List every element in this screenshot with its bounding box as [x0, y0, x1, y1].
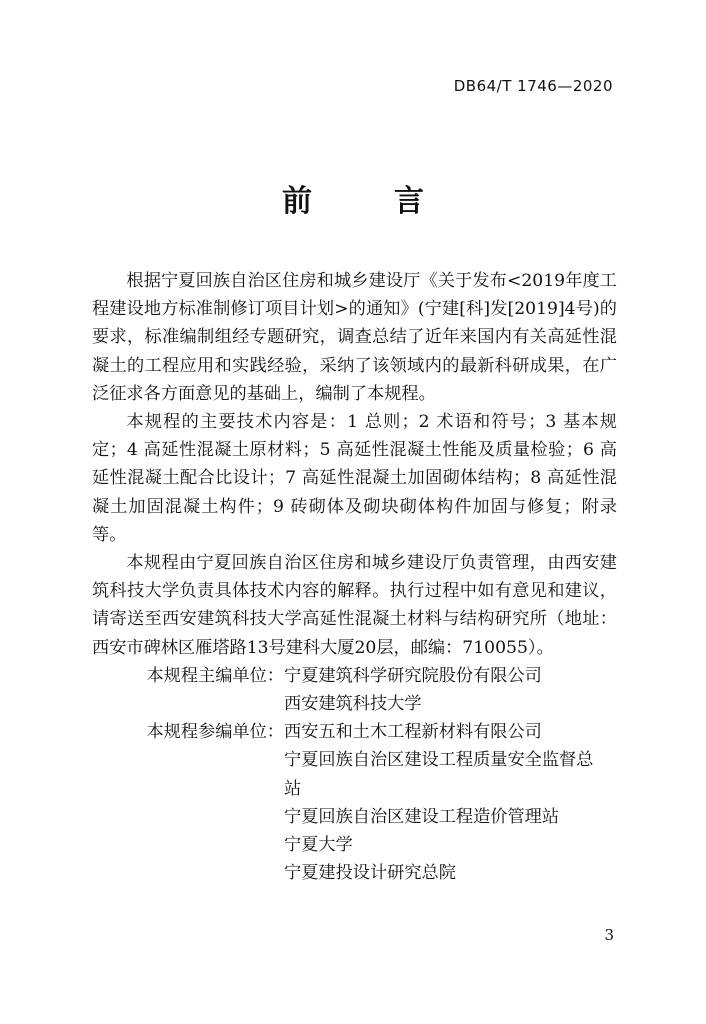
chief-units-label: 本规程主编单位： [146, 665, 284, 686]
preface-paragraph-contents: 本规程的主要技术内容是：1 总则；2 术语和符号；3 基本规定；4 高延性混凝土原材料；5 高延性混凝土性能及质量检验；6 高延性混凝土配合比设计；7 高延性混凝土加固砌体结构；8 高延性混凝土加固混凝土构件；9 砖砌体及砌块砌体构件加固与修复；附录等。 [92, 412, 617, 545]
participating-unit-item: 宁夏大学 [284, 835, 353, 856]
preface-body [92, 267, 617, 887]
participating-units-list [284, 718, 617, 887]
participating-unit-item: 西安五和土木工程新材料有限公司 [284, 722, 542, 743]
chief-unit-item: 宁夏建筑科学研究院股份有限公司 [284, 665, 542, 686]
participating-unit-item: 宁夏建投设计研究总院 [284, 863, 456, 884]
chief-units-block [92, 662, 617, 718]
preface-paragraph-origin: 根据宁夏回族自治区住房和城乡建设厅《关于发布<2019年度工程建设地方标准制修订项目计划>的通知》(宁建[科]发[2019]4号)的要求，标准编制组经专题研究，调查总结了近年来国内有关高延性混凝土的工程应用和实践经验，采纳了该领域内的最新科研成果，在广泛征求各方面意见的基础上，编制了本规程。 [92, 271, 617, 404]
participating-unit-item: 宁夏回族自治区建设工程造价管理站 [284, 806, 560, 827]
standard-code: DB64/T 1746—2020 [453, 77, 613, 95]
page-number: 3 [604, 926, 614, 944]
page-title: 前 言 [282, 184, 450, 219]
participating-units-label: 本规程参编单位： [146, 722, 284, 743]
chief-unit-item: 西安建筑科技大学 [284, 694, 422, 715]
participating-unit-item: 宁夏回族自治区建设工程质量安全监督总站 [284, 750, 594, 799]
participating-units-block [92, 718, 617, 887]
chief-units-list [284, 662, 617, 718]
preface-paragraph-management: 本规程由宁夏回族自治区住房和城乡建设厅负责管理，由西安建筑科技大学负责具体技术内容的解释。执行过程中如有意见和建议，请寄送至西安建筑科技大学高延性混凝土材料与结构研究所（地址：西安市碑林区雁塔路13号建科大厦20层，邮编：710055）。 [92, 553, 617, 658]
